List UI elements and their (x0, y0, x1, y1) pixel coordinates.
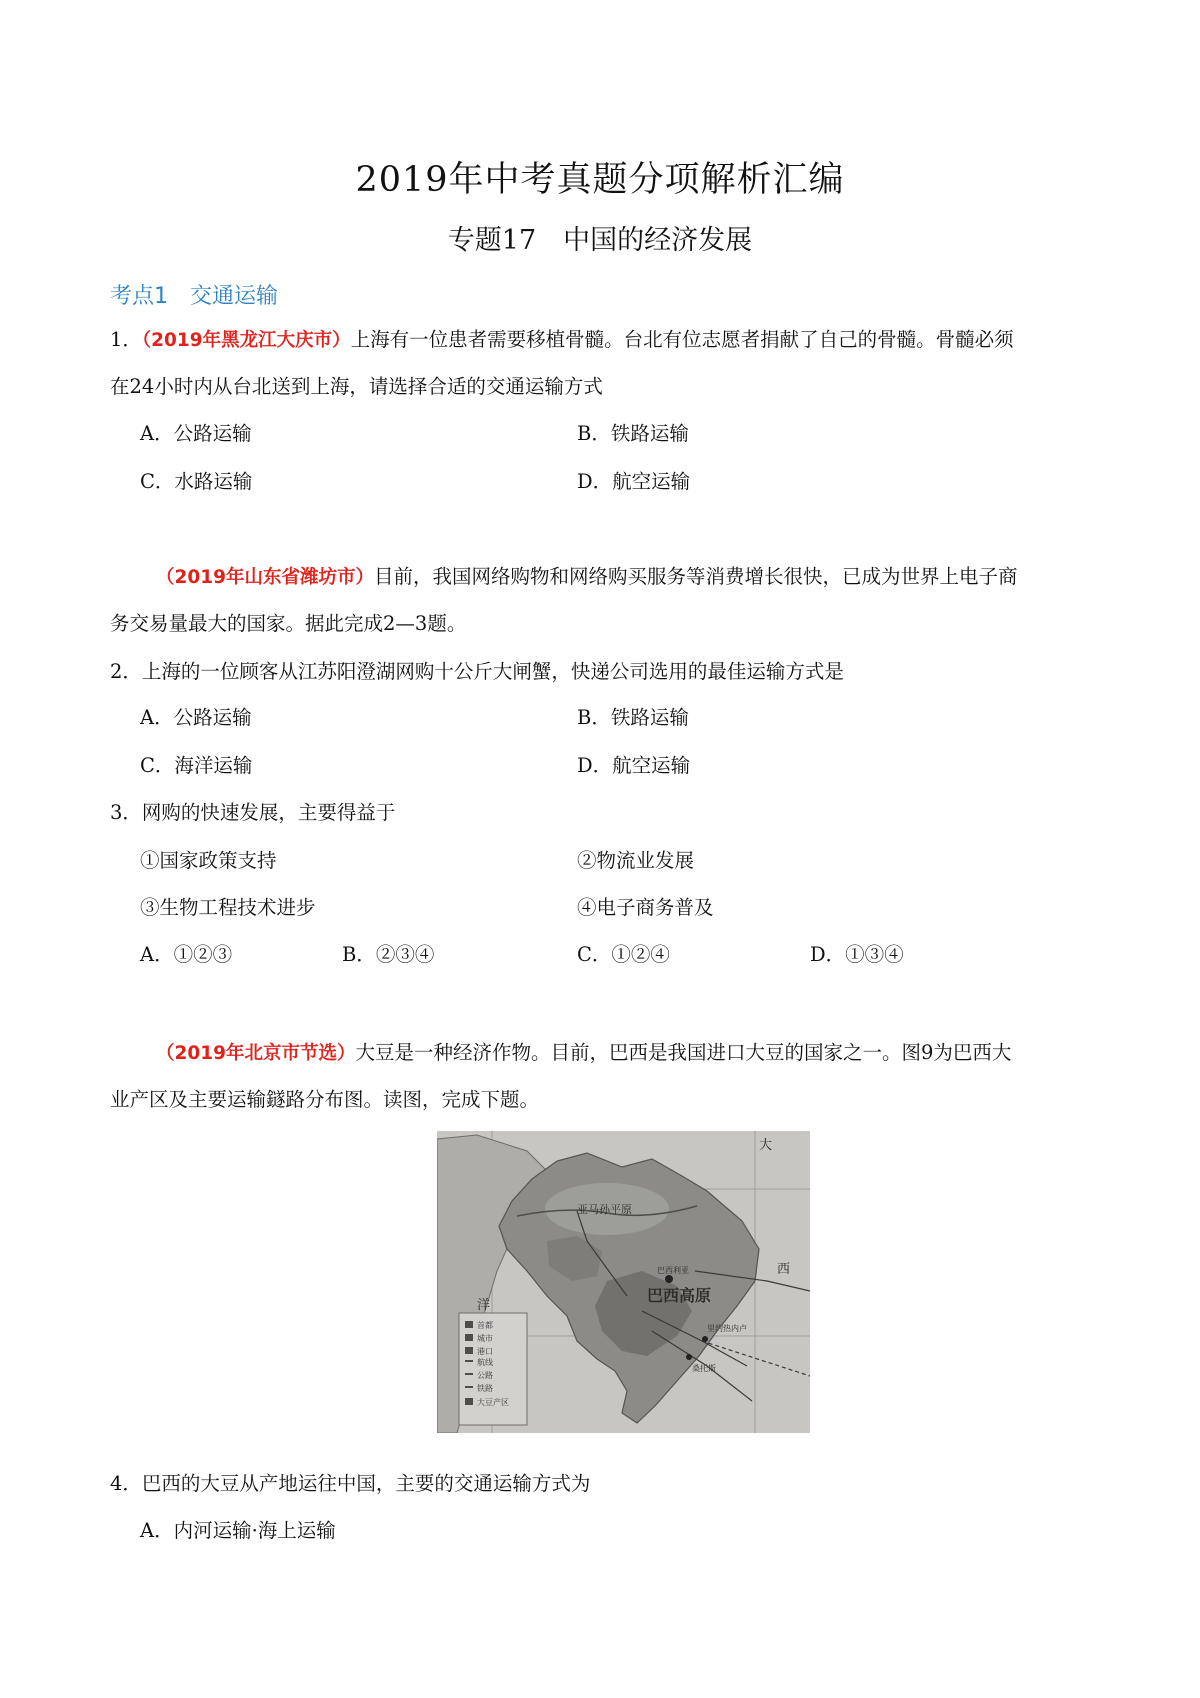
question-2-text: 2．上海的一位顾客从江苏阳澄湖网购十公斤大闸蟹，快递公司选用的最佳运输方式是 (110, 660, 844, 683)
question-source: （2019年黑龙江大庆市） (141, 330, 351, 351)
group-4-intro-line-1 (156, 1043, 1011, 1064)
document-title: 2019年中考真题分项解析汇编 (355, 160, 845, 200)
question-3-option-c: C．①②④ (577, 943, 670, 966)
map-label-ocean: 西 (777, 1262, 791, 1277)
group-source: （2019年北京市节选） (156, 1043, 356, 1064)
section-heading: 考点1 交通运输 (110, 284, 278, 309)
legend-label: 航线 (477, 1358, 493, 1367)
question-2-option-d: D．航空运输 (577, 754, 691, 777)
legend-label: 大豆产区 (477, 1398, 509, 1407)
question-3-option-b: B．②③④ (342, 943, 435, 966)
question-1-option-a: A．公路运输 (140, 422, 252, 445)
map-label-rio: 里约热内卢 (707, 1324, 747, 1333)
question-1-option-b: B．铁路运输 (577, 422, 689, 445)
question-2-option-a: A．公路运输 (140, 706, 252, 729)
question-text: 上海有一位患者需要移植骨髓。台北有位志愿者捐献了自己的骨髓。骨髓必须 (350, 328, 1014, 351)
legend-label: 公路 (477, 1371, 493, 1380)
group-intro-text: 目前，我国网络购物和网络购买服务等消费增长很快，已成为世界上电子商 (374, 565, 1018, 588)
question-1-line-2: 在24小时内从台北送到上海，请选择合适的交通运输方式 (110, 375, 603, 398)
group-2-3-intro-line-2: 务交易量最大的国家。据此完成2—3题。 (110, 612, 467, 635)
question-3-text: 3．网购的快速发展，主要得益于 (110, 801, 396, 824)
question-4-text: 4．巴西的大豆从产地运往中国，主要的交通运输方式为 (110, 1472, 591, 1495)
map-label-port: 桑托斯 (692, 1364, 716, 1373)
map-label-plateau: 巴西高原 (647, 1286, 712, 1305)
question-3-option-d: D．①③④ (810, 943, 904, 966)
legend-label: 铁路 (477, 1384, 493, 1393)
map-label-ocean: 大 (759, 1138, 773, 1153)
capital-marker (665, 1275, 673, 1283)
question-3-item-1: ①国家政策支持 (140, 849, 277, 872)
question-3-item-4: ④电子商务普及 (577, 896, 714, 919)
group-2-3-intro-line-1 (156, 567, 1018, 588)
question-3-option-a: A．①②③ (140, 943, 233, 966)
question-2-option-b: B．铁路运输 (577, 706, 689, 729)
group-4-intro-line-2: 业产区及主要运输鐩路分布图。读图，完成下题。 (110, 1088, 540, 1111)
legend-label: 港口 (477, 1347, 493, 1356)
question-4-option-a: A．内河运输·海上运输 (140, 1519, 336, 1542)
group-intro-text: 大豆是一种经济作物。目前，巴西是我国进口大豆的国家之一。图9为巴西大 (355, 1041, 1012, 1064)
question-number: 1． (110, 328, 142, 351)
question-1-line-1 (110, 330, 1014, 351)
city-marker (702, 1336, 708, 1342)
map-label-capital: 巴西利亚 (657, 1266, 689, 1275)
question-3-item-2: ②物流业发展 (577, 849, 695, 872)
question-1-option-d: D．航空运输 (577, 470, 691, 493)
group-source: （2019年山东省潍坊市） (156, 567, 374, 588)
document-subtitle: 专题17 中国的经济发展 (447, 225, 753, 256)
brazil-soybean-map (437, 1131, 810, 1433)
map-label-amazon: 亚马孙平原 (577, 1203, 632, 1216)
map-legend (459, 1313, 527, 1425)
legend-label: 首都 (477, 1321, 493, 1330)
question-2-option-c: C．海洋运输 (140, 754, 253, 777)
question-1-option-c: C．水路运输 (140, 470, 253, 493)
port-marker (686, 1354, 692, 1360)
legend-label: 城市 (477, 1334, 493, 1343)
question-3-item-3: ③生物工程技术进步 (140, 896, 316, 919)
map-label-ocean: 洋 (477, 1298, 491, 1313)
